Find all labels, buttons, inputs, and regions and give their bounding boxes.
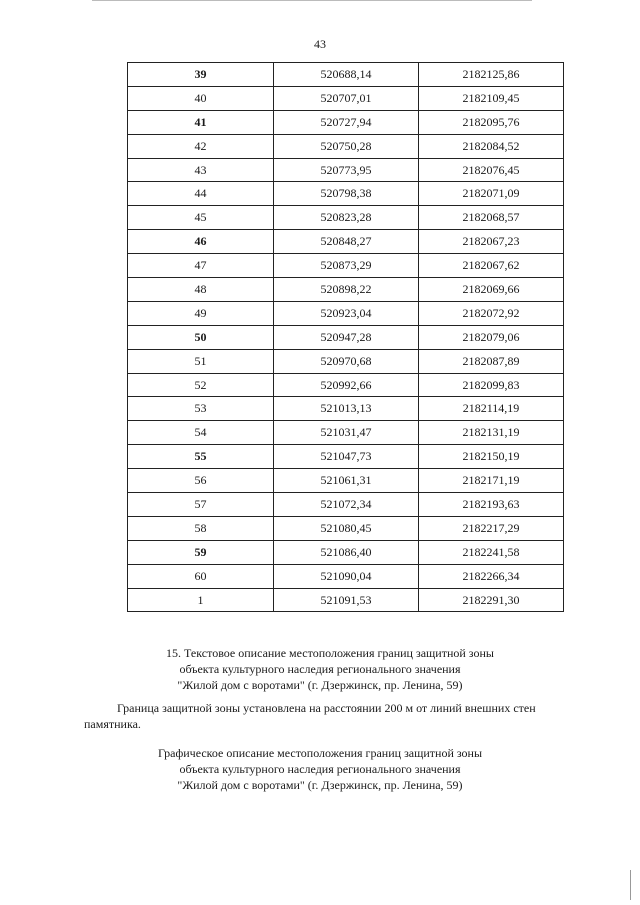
x-coordinate-cell: 520773,95	[274, 158, 419, 182]
y-coordinate-cell: 2182076,45	[419, 158, 564, 182]
coordinates-table-body	[128, 63, 564, 612]
point-number-cell: 58	[128, 516, 274, 540]
y-coordinate-cell: 2182099,83	[419, 373, 564, 397]
table-row	[128, 516, 564, 540]
y-coordinate-cell: 2182291,30	[419, 588, 564, 612]
point-number-cell: 1	[128, 588, 274, 612]
table-row	[128, 86, 564, 110]
x-coordinate-cell: 520848,27	[274, 230, 419, 254]
y-coordinate-cell: 2182150,19	[419, 445, 564, 469]
table-row	[128, 325, 564, 349]
x-coordinate-cell: 520923,04	[274, 301, 419, 325]
point-number-cell: 50	[128, 325, 274, 349]
table-row	[128, 349, 564, 373]
table-row	[128, 564, 564, 588]
x-coordinate-cell: 521013,13	[274, 397, 419, 421]
section-15-heading	[0, 645, 640, 693]
point-number-cell: 39	[128, 63, 274, 87]
coordinates-table	[127, 62, 564, 612]
page-number: 43	[314, 37, 326, 51]
table-row	[128, 110, 564, 134]
y-coordinate-cell: 2182131,19	[419, 421, 564, 445]
table-row	[128, 278, 564, 302]
x-coordinate-cell: 521080,45	[274, 516, 419, 540]
x-coordinate-cell: 520898,22	[274, 278, 419, 302]
point-number-cell: 51	[128, 349, 274, 373]
y-coordinate-cell: 2182193,63	[419, 493, 564, 517]
x-coordinate-cell: 520750,28	[274, 134, 419, 158]
x-coordinate-cell: 521031,47	[274, 421, 419, 445]
point-number-cell: 52	[128, 373, 274, 397]
y-coordinate-cell: 2182068,57	[419, 206, 564, 230]
table-row	[128, 158, 564, 182]
y-coordinate-cell: 2182084,52	[419, 134, 564, 158]
point-number-cell: 46	[128, 230, 274, 254]
table-row	[128, 230, 564, 254]
x-coordinate-cell: 520823,28	[274, 206, 419, 230]
x-coordinate-cell: 520688,14	[274, 63, 419, 87]
y-coordinate-cell: 2182072,92	[419, 301, 564, 325]
x-coordinate-cell: 520992,66	[274, 373, 419, 397]
point-number-cell: 59	[128, 540, 274, 564]
x-coordinate-cell: 521090,04	[274, 564, 419, 588]
boundary-paragraph-line-2: памятника.	[84, 717, 141, 731]
table-row	[128, 421, 564, 445]
x-coordinate-cell: 520798,38	[274, 182, 419, 206]
table-row	[128, 182, 564, 206]
x-coordinate-cell: 521061,31	[274, 469, 419, 493]
point-number-cell: 43	[128, 158, 274, 182]
table-row	[128, 588, 564, 612]
point-number-cell: 48	[128, 278, 274, 302]
x-coordinate-cell: 520970,68	[274, 349, 419, 373]
table-row	[128, 63, 564, 87]
graphic-description-line-2: объекта культурного наследия регионального значения	[179, 762, 461, 776]
table-row	[128, 469, 564, 493]
point-number-cell: 47	[128, 254, 274, 278]
table-row	[128, 206, 564, 230]
table-row	[128, 373, 564, 397]
y-coordinate-cell: 2182171,19	[419, 469, 564, 493]
table-row	[128, 397, 564, 421]
y-coordinate-cell: 2182114,19	[419, 397, 564, 421]
y-coordinate-cell: 2182109,45	[419, 86, 564, 110]
section-15-heading-line-2: объекта культурного наследия регионального значения	[179, 662, 461, 676]
y-coordinate-cell: 2182067,23	[419, 230, 564, 254]
point-number-cell: 40	[128, 86, 274, 110]
point-number-cell: 57	[128, 493, 274, 517]
x-coordinate-cell: 521047,73	[274, 445, 419, 469]
y-coordinate-cell: 2182095,76	[419, 110, 564, 134]
y-coordinate-cell: 2182067,62	[419, 254, 564, 278]
y-coordinate-cell: 2182266,34	[419, 564, 564, 588]
table-row	[128, 540, 564, 564]
boundary-paragraph-line-1: Граница защитной зоны установлена на расстоянии 200 м от линий внешних стен	[117, 701, 536, 715]
table-row	[128, 445, 564, 469]
y-coordinate-cell: 2182125,86	[419, 63, 564, 87]
top-rule	[92, 0, 532, 3]
x-coordinate-cell: 520727,94	[274, 110, 419, 134]
point-number-cell: 41	[128, 110, 274, 134]
graphic-description-line-3: "Жилой дом с воротами" (г. Дзержинск, пр. Ленина, 59)	[177, 778, 463, 792]
graphic-description-heading	[0, 745, 640, 793]
margin-mark	[630, 870, 632, 900]
point-number-cell: 45	[128, 206, 274, 230]
table-row	[128, 493, 564, 517]
y-coordinate-cell: 2182241,58	[419, 540, 564, 564]
table-row	[128, 301, 564, 325]
point-number-cell: 60	[128, 564, 274, 588]
boundary-paragraph	[84, 700, 572, 732]
graphic-description-line-1: Графическое описание местоположения границ защитной зоны	[157, 746, 483, 760]
y-coordinate-cell: 2182069,66	[419, 278, 564, 302]
x-coordinate-cell: 521086,40	[274, 540, 419, 564]
y-coordinate-cell: 2182087,89	[419, 349, 564, 373]
section-15-heading-line-1: 15. Текстовое описание местоположения границ защитной зоны	[166, 646, 494, 660]
table-row	[128, 134, 564, 158]
point-number-cell: 54	[128, 421, 274, 445]
point-number-cell: 53	[128, 397, 274, 421]
point-number-cell: 49	[128, 301, 274, 325]
section-15-heading-line-3: "Жилой дом с воротами" (г. Дзержинск, пр. Ленина, 59)	[177, 678, 463, 692]
x-coordinate-cell: 520947,28	[274, 325, 419, 349]
x-coordinate-cell: 521091,53	[274, 588, 419, 612]
x-coordinate-cell: 520707,01	[274, 86, 419, 110]
point-number-cell: 56	[128, 469, 274, 493]
point-number-cell: 42	[128, 134, 274, 158]
x-coordinate-cell: 521072,34	[274, 493, 419, 517]
y-coordinate-cell: 2182071,09	[419, 182, 564, 206]
point-number-cell: 55	[128, 445, 274, 469]
y-coordinate-cell: 2182217,29	[419, 516, 564, 540]
point-number-cell: 44	[128, 182, 274, 206]
y-coordinate-cell: 2182079,06	[419, 325, 564, 349]
table-row	[128, 254, 564, 278]
x-coordinate-cell: 520873,29	[274, 254, 419, 278]
